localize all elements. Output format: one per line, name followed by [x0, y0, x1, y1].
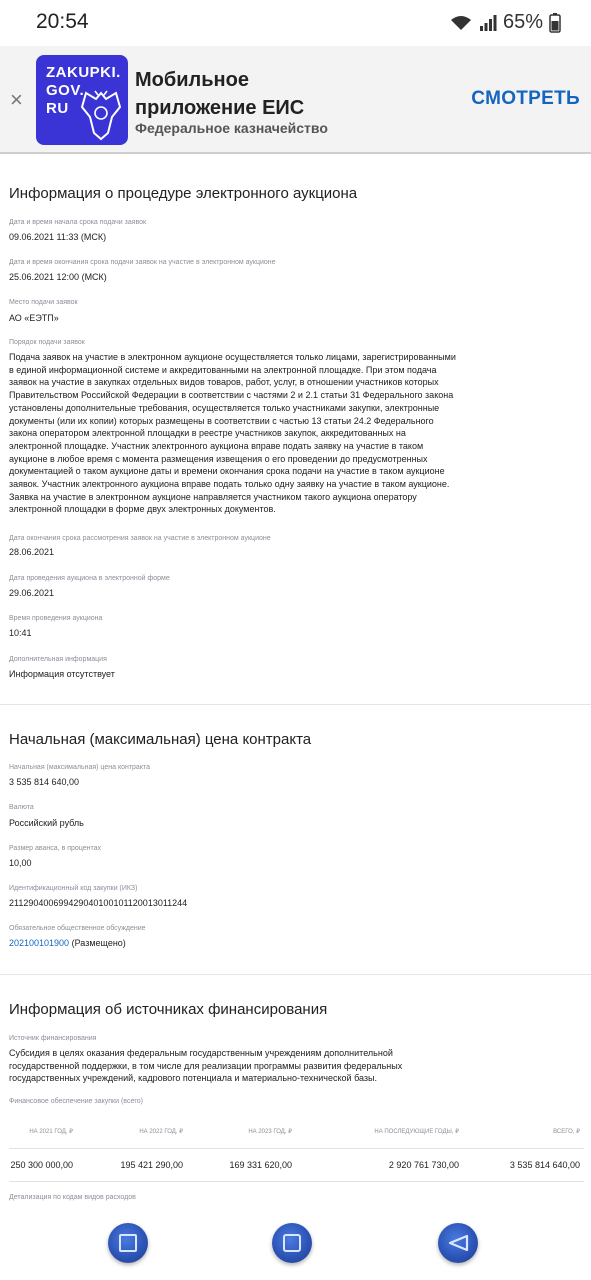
table-cell: 2 920 761 730,00 — [388, 1160, 459, 1170]
discussion-value — [9, 937, 126, 950]
place-value: АО «ЕЭТП» — [9, 313, 59, 323]
eagle-emblem-icon — [78, 87, 124, 141]
currency-label: Валюта — [9, 804, 34, 811]
wifi-icon — [449, 14, 473, 32]
support-label: Финансовое обеспечение закупки (всего) — [9, 1098, 143, 1105]
end-date-value: 25.06.2021 12:00 (МСК) — [9, 272, 107, 282]
financing-table-body — [9, 1160, 584, 1170]
section-divider — [0, 974, 591, 975]
app-banner — [0, 46, 591, 154]
auction-date-value: 29.06.2021 — [9, 588, 55, 598]
advance-label: Размер аванса, в процентах — [9, 845, 102, 852]
start-date-label: Дата и время начала срока подачи заявок — [9, 219, 147, 226]
review-date-value: 28.06.2021 — [9, 547, 55, 557]
extra-info-label: Дополнительная информация — [9, 656, 107, 663]
source-value: Субсидия в целях оказания федеральным государственным учреждениям дополнительной государственной поддержки, в том числе для реализации программы развития федеральных государственных учреждений, кадрового потенциала и материально-технической базы. — [9, 1048, 403, 1084]
order-label: Порядок подачи заявок — [9, 339, 85, 346]
nmck-label: Начальная (максимальная) цена контракта — [9, 764, 150, 771]
status-bar — [0, 0, 591, 46]
auction-time-label: Время проведения аукциона — [9, 615, 103, 622]
status-icons — [449, 11, 561, 34]
table-divider — [9, 1181, 584, 1182]
table-header: НА 2023 ГОД, ₽ — [248, 1129, 292, 1135]
table-cell: 3 535 814 640,00 — [509, 1160, 580, 1170]
end-date-label: Дата и время окончания срока подачи заявок на участие в электронном аукционе — [9, 259, 276, 266]
auction-date-label: Дата проведения аукциона в электронной форме — [9, 575, 170, 582]
battery-percent: 65% — [502, 11, 543, 33]
table-cell: 195 421 290,00 — [120, 1160, 183, 1170]
table-header: НА 2022 ГОД, ₽ — [139, 1129, 183, 1135]
financing-title: Информация об источниках финансирования — [9, 1001, 328, 1018]
nmck-value: 3 535 814 640,00 — [9, 777, 80, 787]
signal-icon — [479, 14, 497, 32]
table-cell: 169 331 620,00 — [229, 1160, 292, 1170]
start-date-value: 09.06.2021 11:33 (МСК) — [9, 232, 107, 242]
back-button[interactable] — [438, 1223, 478, 1263]
view-button[interactable]: СМОТРЕТЬ — [471, 88, 580, 109]
detail-label: Детализация по кодам видов расходов — [9, 1194, 136, 1201]
review-date-label: Дата окончания срока рассмотрения заявок на участие в электронном аукционе — [9, 535, 271, 542]
battery-icon — [549, 13, 561, 33]
banner-subtitle: Федеральное казначейство — [135, 120, 328, 136]
table-row — [9, 1160, 584, 1170]
status-time: 20:54 — [36, 10, 89, 33]
table-header: НА ПОСЛЕДУЮЩИЕ ГОДЫ, ₽ — [374, 1129, 459, 1135]
table-header-row — [9, 1128, 584, 1135]
auction-title: Информация о процедуре электронного аукциона — [9, 185, 358, 202]
table-cell: 250 300 000,00 — [10, 1160, 73, 1170]
close-icon[interactable]: × — [10, 87, 23, 112]
price-title: Начальная (максимальная) цена контракта — [9, 731, 312, 748]
source-label: Источник финансирования — [9, 1035, 97, 1042]
home-button[interactable] — [272, 1223, 312, 1263]
recent-apps-icon — [119, 1234, 137, 1252]
discussion-status: (Размещено) — [71, 938, 126, 948]
table-header: ВСЕГО, ₽ — [553, 1129, 580, 1135]
currency-value: Российский рубль — [9, 818, 84, 828]
app-logo — [36, 55, 128, 145]
banner-title: Мобильное приложение ЕИС — [135, 69, 305, 119]
financing-table — [9, 1128, 584, 1135]
home-icon — [283, 1234, 301, 1252]
back-icon — [446, 1233, 470, 1253]
navigation-bar — [0, 1210, 591, 1280]
table-divider — [9, 1148, 584, 1149]
recent-apps-button[interactable] — [108, 1223, 148, 1263]
discussion-link[interactable]: 202100101900 — [9, 938, 70, 948]
discussion-label: Обязательное общественное обсуждение — [9, 925, 146, 932]
place-label: Место подачи заявок — [9, 299, 78, 306]
extra-info-value: Информация отсутствует — [9, 669, 115, 679]
ikz-value: 211290400699429040100101120013011244 — [9, 898, 188, 908]
advance-value: 10,00 — [9, 858, 32, 868]
order-value: Подача заявок на участие в электронном аукционе осуществляется только лицами, зарегистрированными в единой информационной системе и аккредитованными на электронной площадке. При этом подача заявок на участие в закупках отдельных видов товаров, работ, услуг, в отношении участников которых Правительством Российской Федерации в соответствии с частями 2 и 2.1 статьи 31 Федерального закона установлены дополнительные требования, осуществляется только участниками закупки, электронные документы (или их копии) которых размещены в соответствии с частью 13 статьи 24.2 Федерального закона оператором электронной площадки в реестре участников закупок, аккредитованных на электронной площадке. Участник электронного аукциона вправе подать заявку на участие в таком аукционе в любое время с момента размещения извещения о его проведении до предусмотренных документацией о таком аукционе даты и времени окончания срока подачи на участие в таком аукционе заявок. Участник электронного аукциона вправе подать только одну заявку на участие в таком аукционе. Заявка на участие в электронном аукционе направляется участником такого аукциона оператору электронной площадки в форме двух электронных документов. — [9, 352, 456, 515]
auction-time-value: 10:41 — [9, 628, 32, 638]
section-divider — [0, 704, 591, 705]
ikz-label: Идентификационный код закупки (ИКЗ) — [9, 885, 138, 892]
app-logo-text: ZAKUPKI. GOV. RU — [46, 64, 121, 117]
table-header: НА 2021 ГОД, ₽ — [29, 1129, 73, 1135]
